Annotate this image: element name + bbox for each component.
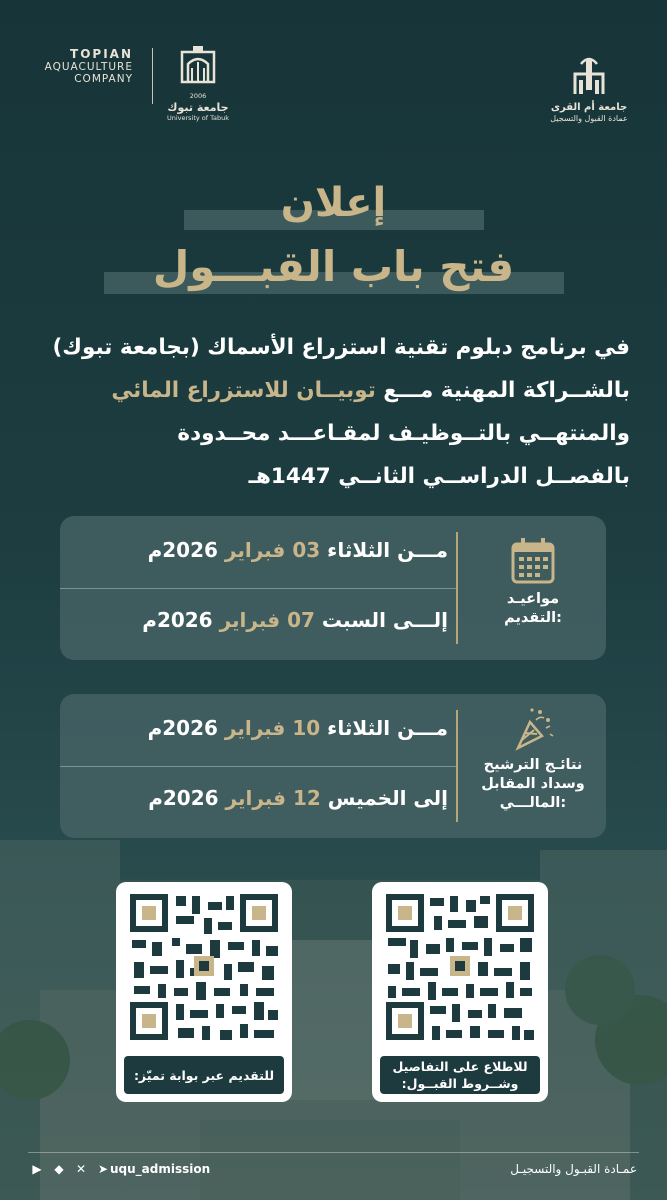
x-icon[interactable]: ✕ [75, 1162, 87, 1176]
application-end-date [78, 608, 448, 632]
admission-opening-title: فتح باب القبـــول [152, 242, 515, 291]
tabuk-year: 2006 [189, 92, 207, 100]
results-end-year: 2026م [148, 786, 226, 810]
tabuk-arabic-name: جامعة تبوك [167, 101, 229, 114]
description-line-2 [40, 369, 630, 412]
results-label-line-3: المالـــي: [499, 795, 567, 811]
application-start-year: 2026م [147, 538, 225, 562]
partner-name: توبيــان للاستزراع المائي [111, 378, 376, 403]
results-label-line-1: نتائـج الترشيح [483, 757, 583, 773]
uqu-deanship: عمادة القبول والتسجيل [550, 114, 628, 123]
application-end-prefix: إلـــى السبت [314, 608, 448, 632]
description-line-4: بالفصــل الدراســي الثانــي 1447هـ [248, 464, 630, 489]
details-qr-card[interactable] [372, 882, 548, 1102]
details-qr-caption-line-1: للاطلاع على التفاصيل [392, 1059, 528, 1074]
gold-separator [456, 710, 458, 822]
application-end-year: 2026م [142, 608, 220, 632]
row-divider [60, 588, 456, 589]
apply-qr-card[interactable] [116, 882, 292, 1102]
row-divider [60, 766, 456, 767]
results-end-date [78, 786, 448, 810]
logo-divider [152, 48, 153, 104]
results-start-prefix: مـــن الثلاثاء [320, 716, 448, 740]
application-start-day: 03 فبراير [224, 538, 321, 562]
results-label [460, 694, 606, 813]
application-label [460, 516, 606, 628]
footer-deanship: عمـادة القبـول والتسجيـل [510, 1162, 637, 1176]
results-start-year: 2026م [147, 716, 225, 740]
results-end-prefix: إلى الخميس [320, 786, 448, 810]
umm-al-qura-logo [539, 52, 639, 124]
apply-qr-caption: للتقديم عبر بوابة تميّز: [124, 1056, 284, 1094]
telegram-icon[interactable]: ➤ [97, 1162, 109, 1176]
topian-aquaculture: AQUACULTURE [44, 61, 133, 73]
program-description [40, 326, 630, 498]
topian-company: COMPANY [74, 73, 133, 85]
snapchat-icon[interactable]: ◆ [54, 1162, 64, 1176]
description-line-1: في برنامج دبلوم تقنية استزراع الأسماك (بجامعة تبوك) [52, 335, 630, 360]
application-label-line-2: التقديم: [504, 610, 562, 626]
application-label-line-1: مواعيـد [506, 591, 560, 607]
announcement-title: إعلان [280, 180, 387, 226]
results-dates-box [60, 694, 606, 838]
social-icons [30, 1162, 110, 1176]
results-start-date [78, 716, 448, 740]
details-qr-code[interactable] [384, 892, 536, 1042]
gold-separator [456, 532, 458, 644]
university-of-tabuk-logo [166, 46, 230, 122]
calendar-icon [510, 536, 556, 586]
social-handle[interactable]: uqu_admission [110, 1162, 211, 1176]
application-start-prefix: مـــن الثلاثاء [320, 538, 448, 562]
results-start-day: 10 فبراير [224, 716, 321, 740]
details-qr-caption-line-2: وشــروط القبــول: [401, 1076, 519, 1091]
tabuk-english-name: University of Tabuk [166, 114, 230, 122]
topian-name: TOPIAN [70, 47, 133, 61]
footer-divider [28, 1152, 639, 1153]
application-end-day: 07 فبراير [219, 608, 315, 632]
description-line-3: والمنتهــي بالتــوظيـف لمقـاعـــد محــدودة [177, 421, 630, 446]
youtube-icon[interactable]: ▶ [32, 1162, 42, 1176]
apply-qr-code[interactable] [128, 892, 280, 1042]
uqu-arabic-name: جامعة أم القرى [550, 102, 628, 113]
description-line-2-text: بالشــراكة المهنية مـــع [375, 378, 630, 403]
topian-logo [28, 48, 133, 85]
application-start-date [78, 538, 448, 562]
party-popper-icon [510, 704, 556, 754]
results-end-day: 12 فبراير [225, 786, 321, 810]
results-label-line-2: وسداد المقابل [481, 776, 585, 792]
tabuk-emblem-icon [178, 46, 218, 88]
footer [0, 1152, 667, 1182]
uqu-emblem-icon [569, 52, 609, 96]
details-qr-caption [380, 1056, 540, 1094]
application-dates-box [60, 516, 606, 660]
